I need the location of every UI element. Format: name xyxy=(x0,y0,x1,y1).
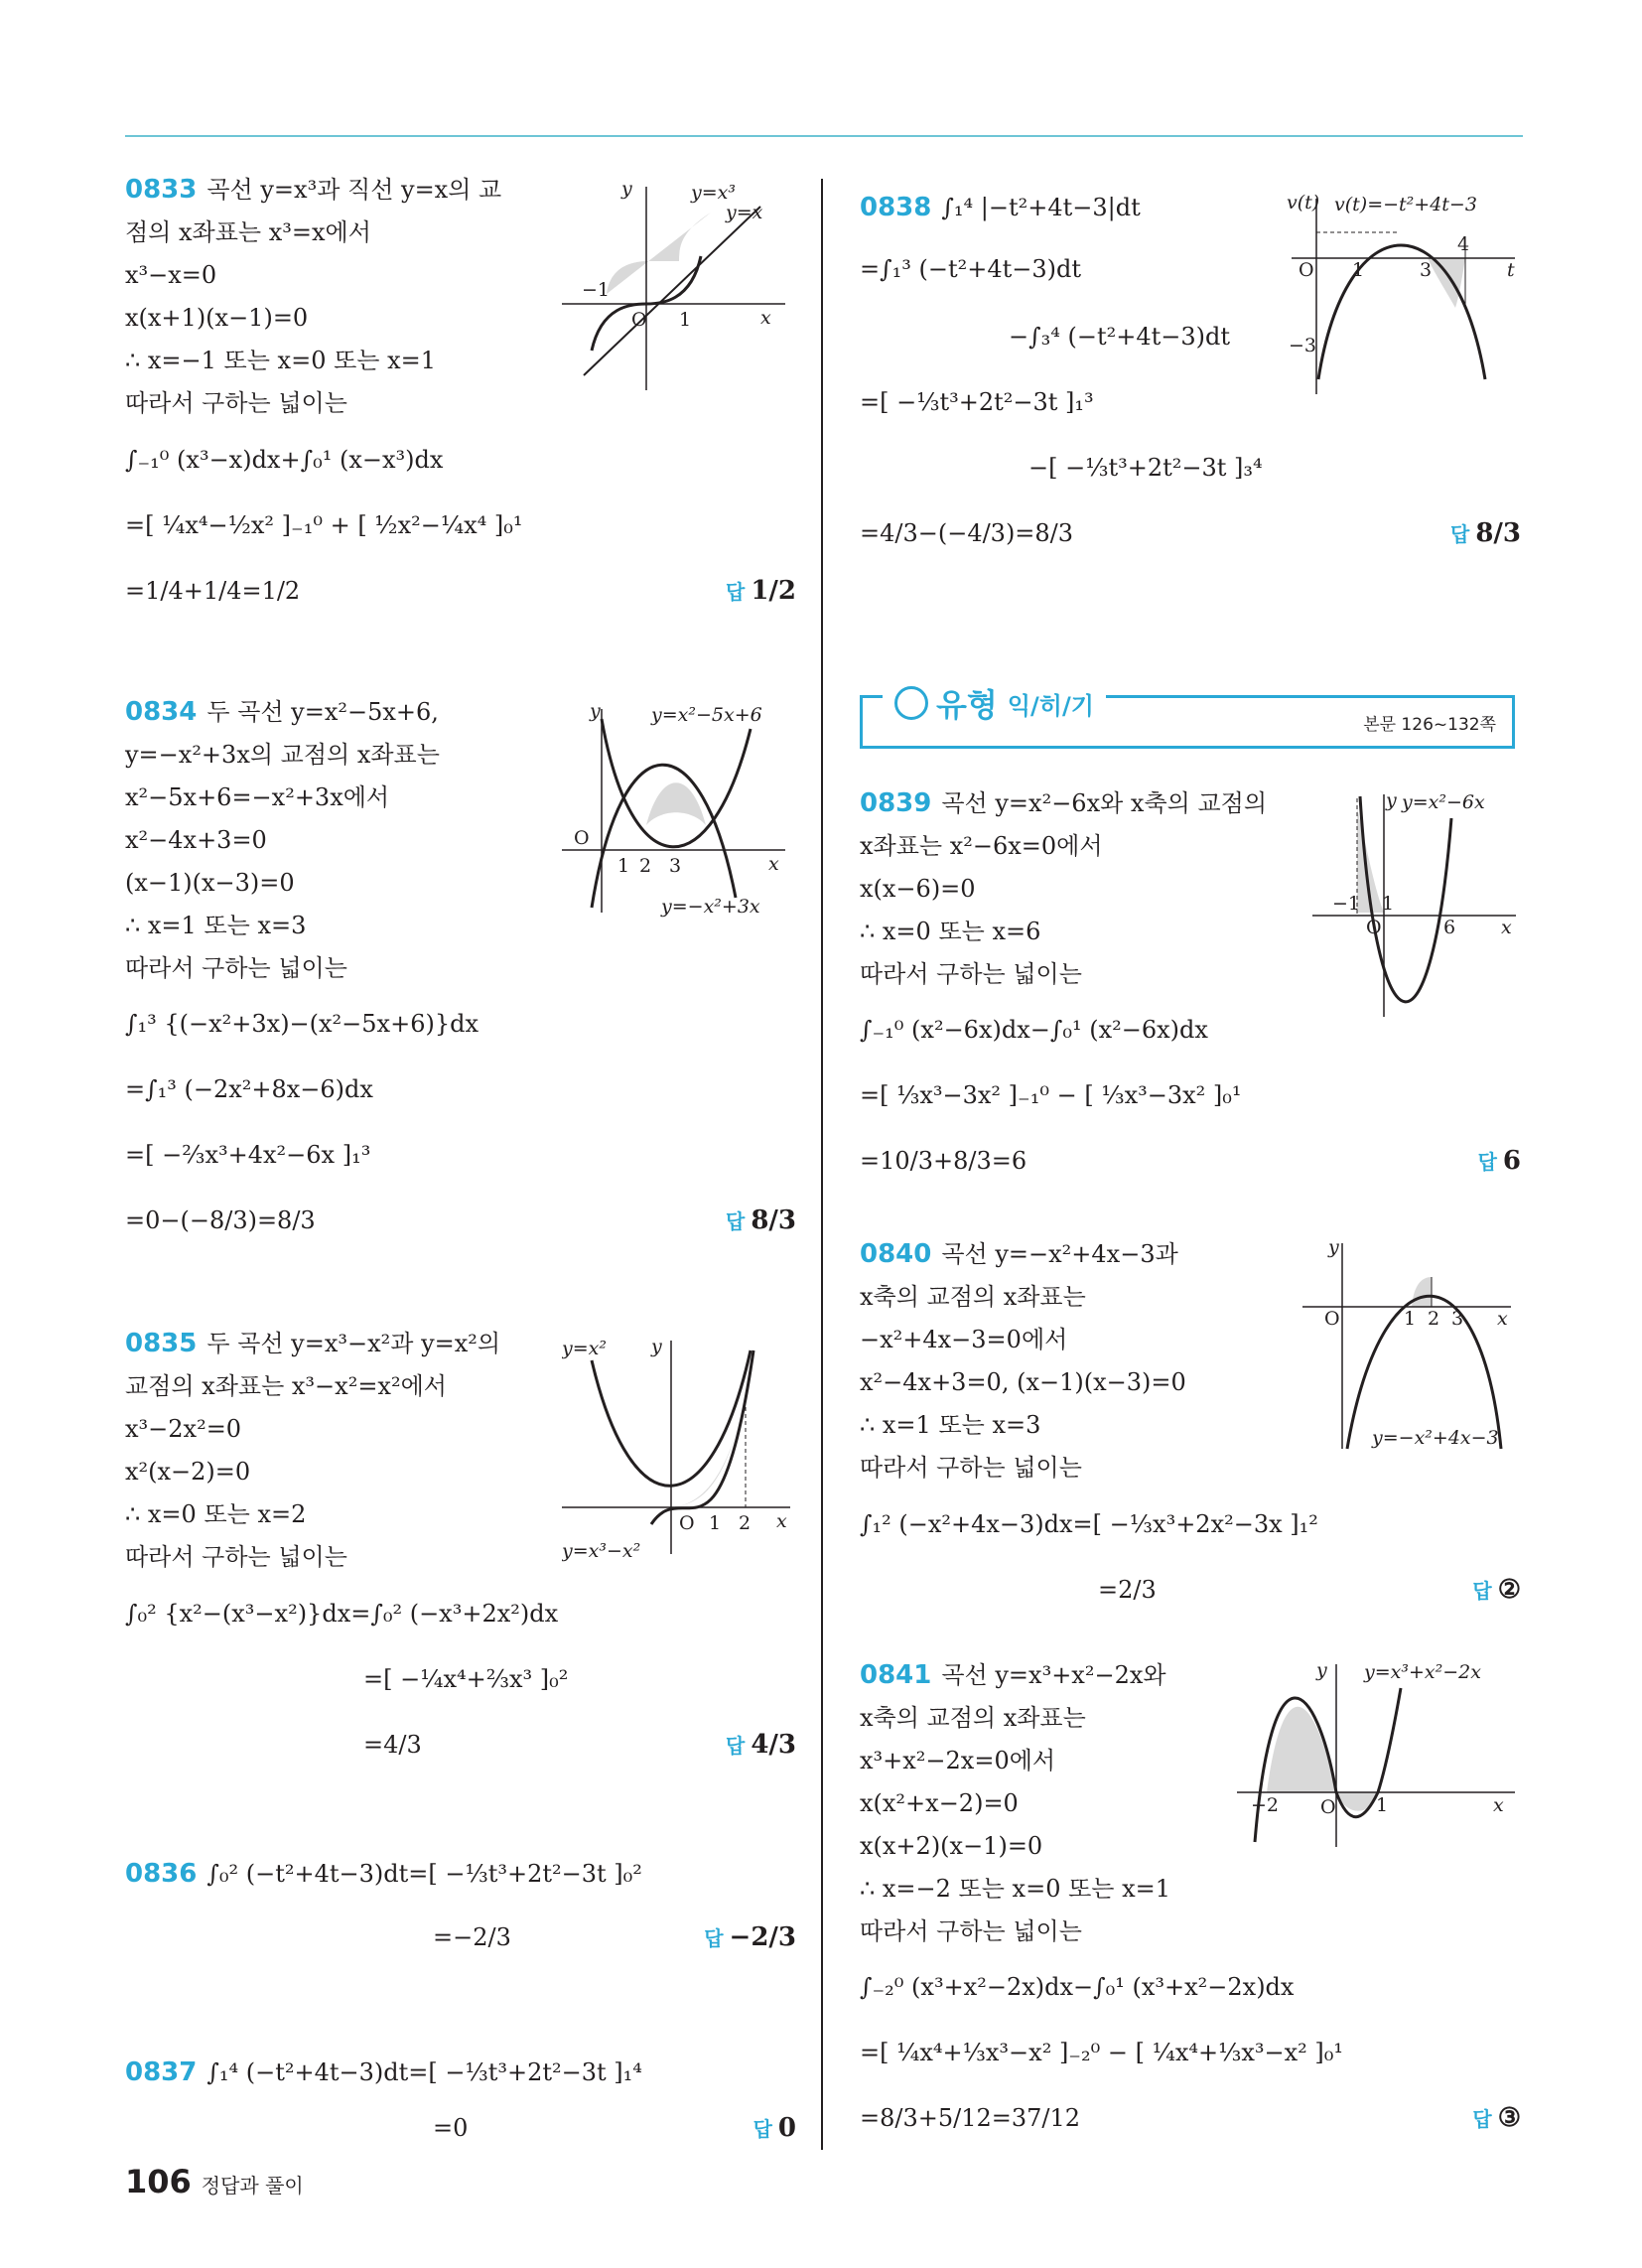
label-y: y xyxy=(1328,1236,1339,1258)
solution-line: −[ −⅓t³+2t²−3t ]₃⁴ xyxy=(1028,454,1263,482)
solution-line: x²(x−2)=0 xyxy=(125,1458,251,1486)
graph-0833 xyxy=(562,177,796,395)
solution-line: 점의 x좌표는 x³=x에서 xyxy=(125,218,371,246)
tick-1: 1 xyxy=(709,1512,722,1534)
label-x: x xyxy=(760,307,771,329)
problem-number: 0837 xyxy=(125,2057,198,2087)
solution-line: ∫₁⁴ (−t²+4t−3)dt=[ −⅓t³+2t²−3t ]₁⁴ xyxy=(206,2058,642,2086)
label-y: y xyxy=(621,178,632,200)
problem-0834 xyxy=(125,697,796,1253)
tick-3: 3 xyxy=(1420,259,1433,281)
label-x: x xyxy=(768,853,779,875)
solution-line: =4/3 xyxy=(363,1731,422,1759)
column-divider xyxy=(821,179,823,2150)
answer: 답 −2/3 xyxy=(704,1922,796,1952)
label-curve: y=x³ xyxy=(691,182,736,204)
graph-0834 xyxy=(562,699,796,918)
solution-line: =[ −⅓t³+2t²−3t ]₁³ xyxy=(860,388,1094,416)
solution-line: −∫₃⁴ (−t²+4t−3)dt xyxy=(1009,323,1230,351)
solution-line: x(x+1)(x−1)=0 xyxy=(125,304,309,332)
problem-number: 0839 xyxy=(860,788,932,818)
origin: O xyxy=(574,827,590,849)
origin: O xyxy=(1299,259,1314,281)
problem-number: 0840 xyxy=(860,1239,932,1269)
problem-0839 xyxy=(860,788,1521,1186)
solution-line: x축의 교점의 x좌표는 xyxy=(860,1704,1086,1732)
problem-0837 xyxy=(125,2057,796,2157)
solution-line: ∫₀² {x²−(x³−x²)}dx=∫₀² (−x³+2x²)dx xyxy=(125,1600,559,1628)
label-vt: v(t) xyxy=(1287,192,1320,213)
problem-number: 0836 xyxy=(125,1859,198,1889)
answer: 답 8/3 xyxy=(725,1205,796,1235)
tick-neg1: −1 xyxy=(582,279,611,301)
solution-line: 따라서 구하는 넓이는 xyxy=(860,960,1082,988)
solution-line: ∴ x=0 또는 x=6 xyxy=(860,918,1041,945)
solution-line: x³−2x²=0 xyxy=(125,1415,242,1443)
tick-3: 3 xyxy=(669,855,682,877)
solution-line: 두 곡선 y=x³−x²과 y=x²의 xyxy=(206,1330,501,1357)
solution-line: y=−x²+3x의 교점의 x좌표는 xyxy=(125,741,440,769)
tick-2: 2 xyxy=(639,855,652,877)
label-curve: y=−x²+4x−3 xyxy=(1372,1427,1499,1449)
graph-0840 xyxy=(1302,1235,1521,1464)
problem-0841 xyxy=(860,1660,1521,2137)
label-x: x xyxy=(1497,1308,1508,1330)
solution-line: =1/4+1/4=1/2 xyxy=(125,577,301,605)
solution-line: ∫₁³ {(−x²+3x)−(x²−5x+6)}dx xyxy=(125,1010,479,1038)
solution-line: =∫₁³ (−2x²+8x−6)dx xyxy=(125,1075,373,1103)
solution-line: ∫₋₂⁰ (x³+x²−2x)dx−∫₀¹ (x³+x²−2x)dx xyxy=(860,1973,1295,2001)
solution-line: =∫₁³ (−t²+4t−3)dt xyxy=(860,255,1081,283)
origin: O xyxy=(631,309,647,331)
tick-neg2: −2 xyxy=(1251,1794,1280,1816)
graph-0841 xyxy=(1237,1658,1525,1857)
graph-0835 xyxy=(562,1331,796,1569)
solution-line: =0 xyxy=(433,2114,469,2142)
solution-line: ∫₋₁⁰ (x³−x)dx+∫₀¹ (x−x³)dx xyxy=(125,446,444,474)
tick-2: 2 xyxy=(739,1512,752,1534)
tick-neg3: −3 xyxy=(1289,335,1317,356)
answer: 답 ③ xyxy=(1472,2103,1521,2133)
origin: O xyxy=(1320,1796,1336,1818)
problem-0833 xyxy=(125,175,796,632)
shaded-region xyxy=(671,1400,746,1507)
solution-line: =2/3 xyxy=(1098,1576,1157,1604)
solution-line: 따라서 구하는 넓이는 xyxy=(125,954,347,982)
section-subtitle: 익/히/기 xyxy=(1007,691,1094,720)
label-line: y=x xyxy=(726,202,763,223)
solution-line: x²−4x+3=0 xyxy=(125,826,267,854)
label-x: x xyxy=(776,1510,787,1532)
solution-line: −x²+4x−3=0에서 xyxy=(860,1326,1068,1353)
solution-line: =[ ¼x⁴−½x² ]₋₁⁰ + [ ½x²−¼x⁴ ]₀¹ xyxy=(125,511,523,539)
shaded-region xyxy=(1412,1277,1432,1307)
graph-0839 xyxy=(1312,788,1521,1017)
solution-line: x좌표는 x²−6x=0에서 xyxy=(860,832,1103,860)
solution-line: =[ ⅓x³−3x² ]₋₁⁰ − [ ⅓x³−3x² ]₀¹ xyxy=(860,1081,1242,1109)
origin: O xyxy=(1366,917,1382,938)
curve-parabola xyxy=(1347,1296,1501,1449)
solution-line: ∴ x=1 또는 x=3 xyxy=(860,1411,1041,1439)
tick-4: 4 xyxy=(1457,233,1470,255)
label-t: t xyxy=(1507,259,1515,281)
label-curve: y=x³+x²−2x xyxy=(1364,1661,1481,1683)
tick-neg1: −1 xyxy=(1332,893,1361,915)
problem-0836 xyxy=(125,1859,796,1968)
solution-line: 따라서 구하는 넓이는 xyxy=(125,1543,347,1571)
problem-number: 0835 xyxy=(125,1329,198,1358)
footer-label: 정답과 풀이 xyxy=(201,2174,304,2197)
section-header xyxy=(860,686,1515,749)
label-y: y xyxy=(651,1336,662,1357)
solution-line: ∫₀² (−t²+4t−3)dt=[ −⅓t³+2t²−3t ]₀² xyxy=(206,1860,642,1888)
label-curve1: y=x² xyxy=(562,1338,607,1359)
solution-line: 따라서 구하는 넓이는 xyxy=(860,1917,1082,1945)
problem-number: 0841 xyxy=(860,1660,932,1690)
solution-line: =[ ¼x⁴+⅓x³−x² ]₋₂⁰ − [ ¼x⁴+⅓x³−x² ]₀¹ xyxy=(860,2039,1344,2066)
solution-line: 교점의 x좌표는 x³−x²=x²에서 xyxy=(125,1372,447,1400)
solution-line: x축의 교점의 x좌표는 xyxy=(860,1283,1086,1311)
solution-line: 따라서 구하는 넓이는 xyxy=(125,389,347,417)
label-curve: y=x²−6x xyxy=(1402,791,1485,813)
solution-line: =[ −⅔x³+4x²−6x ]₁³ xyxy=(125,1141,371,1169)
label-x: x xyxy=(1493,1794,1504,1816)
tick-1: 1 xyxy=(1376,1794,1389,1816)
label-y: y xyxy=(1386,789,1397,811)
tick-2: 2 xyxy=(1428,1308,1440,1330)
tick-1: 1 xyxy=(1404,1308,1417,1330)
answer: 답 8/3 xyxy=(1449,518,1521,548)
solution-line: =4/3−(−4/3)=8/3 xyxy=(860,519,1074,547)
problem-number: 0833 xyxy=(125,175,198,205)
solution-line: ∴ x=1 또는 x=3 xyxy=(125,912,307,939)
label-y: y xyxy=(590,700,601,722)
answer: 답 4/3 xyxy=(725,1730,796,1760)
label-y: y xyxy=(1316,1659,1327,1681)
answer: 답 1/2 xyxy=(725,576,796,606)
tick-6: 6 xyxy=(1443,917,1456,938)
label-curve2: y=−x²+3x xyxy=(661,896,760,918)
page-footer xyxy=(125,2163,304,2200)
solution-line: =0−(−8/3)=8/3 xyxy=(125,1206,316,1234)
solution-line: =−2/3 xyxy=(433,1923,511,1951)
label-curve2: y=x³−x² xyxy=(562,1540,641,1562)
solution-line: =10/3+8/3=6 xyxy=(860,1147,1027,1175)
tick-1: 1 xyxy=(1382,893,1395,915)
solution-line: x(x²+x−2)=0 xyxy=(860,1789,1019,1817)
label-x: x xyxy=(1501,917,1512,938)
solution-line: ∫₋₁⁰ (x²−6x)dx−∫₀¹ (x²−6x)dx xyxy=(860,1016,1208,1044)
curve-y-eq-x3-x2 xyxy=(651,1350,753,1524)
origin: O xyxy=(1324,1308,1340,1330)
solution-line: ∫₁² (−x²+4x−3)dx=[ −⅓x³+2x²−3x ]₁² xyxy=(860,1510,1318,1538)
solution-line: x³−x=0 xyxy=(125,261,217,289)
problem-0838 xyxy=(860,193,1521,570)
tick-1: 1 xyxy=(679,309,692,331)
solution-line: x²−5x+6=−x²+3x에서 xyxy=(125,783,390,811)
answer: 답 6 xyxy=(1477,1146,1521,1176)
solution-line: x³+x²−2x=0에서 xyxy=(860,1747,1056,1774)
top-rule xyxy=(125,135,1523,137)
solution-line: x(x+2)(x−1)=0 xyxy=(860,1832,1043,1860)
answer: 답 0 xyxy=(753,2113,796,2143)
graph-0838 xyxy=(1287,191,1525,399)
solution-line: 두 곡선 y=x²−5x+6, xyxy=(206,698,439,726)
solution-line: 곡선 y=x³+x²−2x와 xyxy=(941,1661,1166,1689)
solution-line: =8/3+5/12=37/12 xyxy=(860,2104,1081,2132)
solution-line: ∴ x=0 또는 x=2 xyxy=(125,1500,307,1528)
solution-line: 곡선 y=−x²+4x−3과 xyxy=(941,1240,1178,1268)
problem-number: 0838 xyxy=(860,193,932,222)
solution-line: ∴ x=−2 또는 x=0 또는 x=1 xyxy=(860,1875,1171,1903)
section-title: 유형 xyxy=(936,686,998,724)
problem-0835 xyxy=(125,1329,796,1795)
label-curve: v(t)=−t²+4t−3 xyxy=(1334,194,1477,215)
tick-1: 1 xyxy=(617,855,630,877)
tick-1: 1 xyxy=(1352,259,1365,281)
problem-0840 xyxy=(860,1236,1521,1617)
solution-line: ∫₁⁴ |−t²+4t−3|dt xyxy=(941,194,1141,221)
curve-lower-parabola xyxy=(592,765,736,908)
note-pencil-icon xyxy=(894,686,928,720)
answer: 답 ② xyxy=(1472,1575,1521,1605)
solution-line: ∴ x=−1 또는 x=0 또는 x=1 xyxy=(125,347,437,374)
section-reference: 본문 126~132쪽 xyxy=(1363,715,1496,735)
solution-line: (x−1)(x−3)=0 xyxy=(125,869,295,897)
solution-line: 따라서 구하는 넓이는 xyxy=(860,1454,1082,1482)
tick-3: 3 xyxy=(1451,1308,1464,1330)
origin: O xyxy=(679,1512,695,1534)
solution-line: 곡선 y=x²−6x와 x축의 교점의 xyxy=(941,789,1268,817)
label-curve1: y=x²−5x+6 xyxy=(651,704,762,726)
page-number: 106 xyxy=(125,2163,192,2200)
solution-line: x(x−6)=0 xyxy=(860,875,976,903)
problem-number: 0834 xyxy=(125,697,198,727)
solution-line: 곡선 y=x³과 직선 y=x의 교 xyxy=(206,176,502,204)
solution-line: x²−4x+3=0, (x−1)(x−3)=0 xyxy=(860,1368,1186,1396)
solution-line: =[ −¼x⁴+⅔x³ ]₀² xyxy=(363,1665,569,1693)
shaded-region xyxy=(1428,258,1465,308)
